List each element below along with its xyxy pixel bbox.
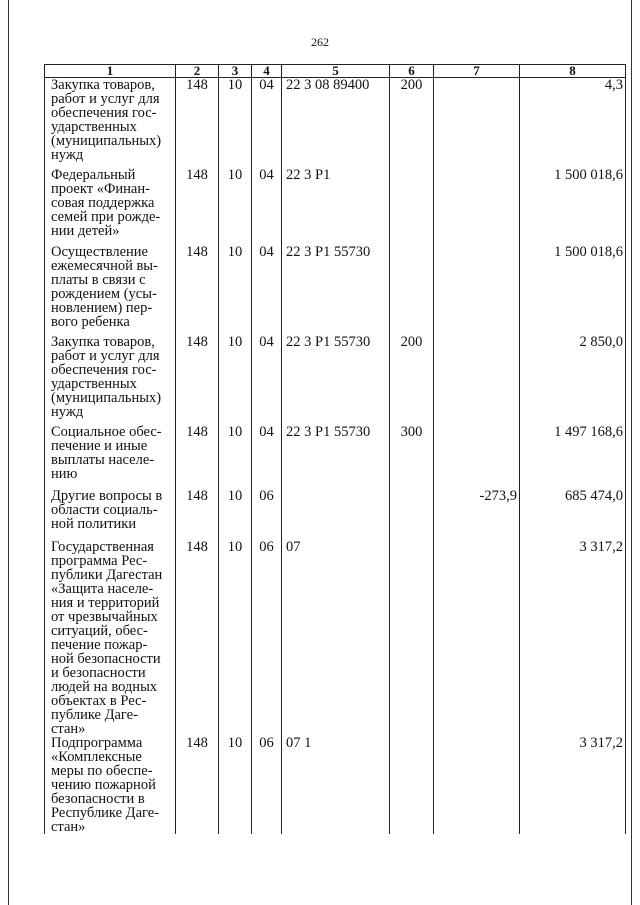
- row-code-3-cell: 10: [219, 489, 252, 540]
- row-code-3-cell: 10: [219, 425, 252, 489]
- row-code-2-cell: 148: [176, 78, 219, 168]
- row-code-6-cell: [390, 736, 434, 834]
- row-amount-cell: 1 497 168,6: [520, 425, 626, 489]
- row-name-cell: Социальное обес- печение и иные выплаты населе- нию: [45, 425, 176, 489]
- row-code-5-cell: [282, 489, 390, 540]
- row-code-3-cell: 10: [219, 335, 252, 425]
- row-name-cell: Осуществление ежемесячной вы- платы в связи с рождением (усы- новлением) пер- вого ребенка: [45, 245, 176, 335]
- row-amount-cell: 1 500 018,6: [520, 168, 626, 245]
- row-code-3-cell: 10: [219, 245, 252, 335]
- row-change-cell: [434, 335, 520, 425]
- header-col-7: 7: [434, 65, 520, 78]
- row-amount-cell: 1 500 018,6: [520, 245, 626, 335]
- row-code-4-cell: 06: [252, 736, 282, 834]
- row-code-6-cell: 200: [390, 78, 434, 168]
- row-amount-cell: 2 850,0: [520, 335, 626, 425]
- page-number: 262: [311, 35, 329, 49]
- row-code-3-cell: 10: [219, 540, 252, 736]
- row-code-4-cell: 04: [252, 425, 282, 489]
- row-code-4-cell: 04: [252, 168, 282, 245]
- row-code-6-cell: [390, 168, 434, 245]
- header-col-8: 8: [520, 65, 626, 78]
- table-row: [45, 245, 626, 335]
- row-change-cell: [434, 425, 520, 489]
- header-col-6: 6: [390, 65, 434, 78]
- table-row: [45, 540, 626, 736]
- row-code-2-cell: 148: [176, 489, 219, 540]
- row-code-5-cell: 22 3 P1 55730: [282, 245, 390, 335]
- row-name-cell: Государственная программа Рес- публики Дагестан «Защита населе- ния и территорий от чрезвычайных ситуаций, обес- печение пожар- ной безопасности и безопасности людей на водных объектах в Рес- публике Даге- стан»: [45, 540, 176, 736]
- page-edge-left: [8, 0, 9, 905]
- header-col-4: 4: [252, 65, 282, 78]
- header-row: [45, 65, 626, 78]
- row-code-3-cell: 10: [219, 168, 252, 245]
- row-name-cell: Закупка товаров, работ и услуг для обеспечения гос- ударственных (муниципальных) нужд: [45, 335, 176, 425]
- row-code-2-cell: 148: [176, 425, 219, 489]
- header-col-1: 1: [45, 65, 176, 78]
- table-row: [45, 335, 626, 425]
- table-row: [45, 736, 626, 834]
- row-change-cell: [434, 78, 520, 168]
- row-code-6-cell: 200: [390, 335, 434, 425]
- row-code-6-cell: [390, 540, 434, 736]
- row-amount-cell: 685 474,0: [520, 489, 626, 540]
- row-code-3-cell: 10: [219, 736, 252, 834]
- row-code-5-cell: 07 1: [282, 736, 390, 834]
- row-code-2-cell: 148: [176, 335, 219, 425]
- row-code-4-cell: 06: [252, 489, 282, 540]
- row-code-2-cell: 148: [176, 245, 219, 335]
- row-code-2-cell: 148: [176, 168, 219, 245]
- row-change-cell: [434, 168, 520, 245]
- row-code-4-cell: 04: [252, 335, 282, 425]
- row-code-5-cell: 22 3 P1 55730: [282, 335, 390, 425]
- row-code-6-cell: [390, 245, 434, 335]
- row-name-cell: Закупка товаров, работ и услуг для обеспечения гос- ударственных (муниципальных) нужд: [45, 78, 176, 168]
- row-code-3-cell: 10: [219, 78, 252, 168]
- row-name-cell: Федеральный проект «Финан- совая поддержка семей при рожде- нии детей»: [45, 168, 176, 245]
- header-col-2: 2: [176, 65, 219, 78]
- table-row: [45, 168, 626, 245]
- row-code-4-cell: 04: [252, 245, 282, 335]
- row-code-5-cell: 07: [282, 540, 390, 736]
- row-code-4-cell: 04: [252, 78, 282, 168]
- table-row: [45, 425, 626, 489]
- row-name-cell: Подпрограмма «Комплексные меры по обеспе- чению пожарной безопасности в Республике Даге- стан»: [45, 736, 176, 834]
- row-amount-cell: 3 317,2: [520, 540, 626, 736]
- row-change-cell: [434, 540, 520, 736]
- row-code-5-cell: 22 3 P1: [282, 168, 390, 245]
- row-code-5-cell: 22 3 08 89400: [282, 78, 390, 168]
- header-col-3: 3: [219, 65, 252, 78]
- page-edge-right: [631, 0, 632, 905]
- row-change-cell: -273,9: [434, 489, 520, 540]
- row-name-cell: Другие вопросы в области социаль- ной политики: [45, 489, 176, 540]
- row-code-4-cell: 06: [252, 540, 282, 736]
- row-change-cell: [434, 736, 520, 834]
- row-code-2-cell: 148: [176, 736, 219, 834]
- table-row: [45, 489, 626, 540]
- budget-table: [44, 64, 626, 834]
- row-code-6-cell: 300: [390, 425, 434, 489]
- row-amount-cell: 4,3: [520, 78, 626, 168]
- header-col-5: 5: [282, 65, 390, 78]
- row-amount-cell: 3 317,2: [520, 736, 626, 834]
- row-code-2-cell: 148: [176, 540, 219, 736]
- row-code-5-cell: 22 3 P1 55730: [282, 425, 390, 489]
- row-change-cell: [434, 245, 520, 335]
- table-row: [45, 78, 626, 168]
- row-code-6-cell: [390, 489, 434, 540]
